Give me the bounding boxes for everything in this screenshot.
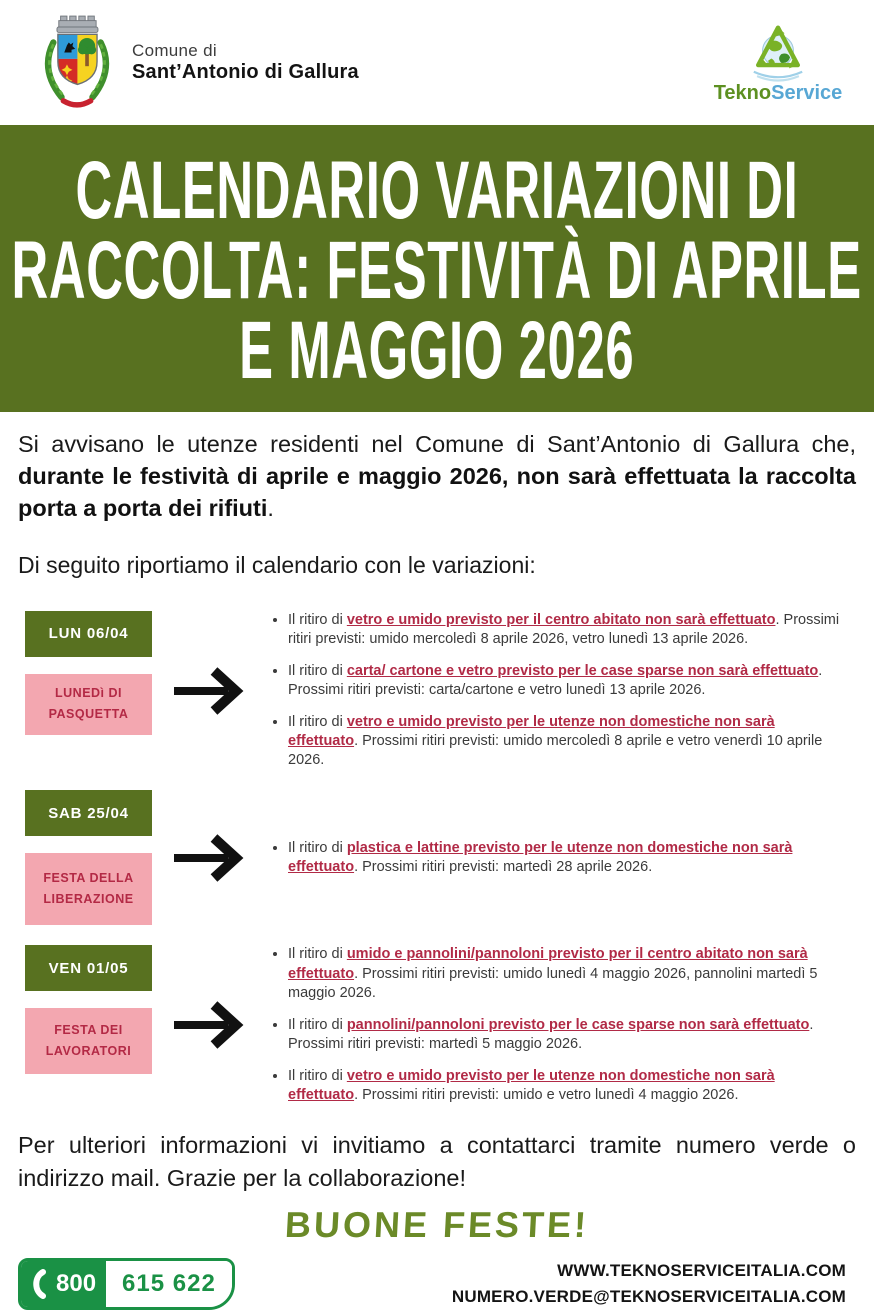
coat-of-arms-icon <box>36 14 118 112</box>
badge-column <box>25 790 152 925</box>
page-title-line2: RACCOLTA: FESTIVITÀ DI APRILE <box>11 224 863 316</box>
tekno-word: Tekno <box>713 81 772 104</box>
bullet-prefix: Il ritiro di <box>288 611 347 628</box>
intro-text-bold: durante le festività di aprile e maggio 2026, non sarà effettuata la raccolta porta a porta dei rifiuti <box>18 463 856 522</box>
arrow-right-icon <box>172 832 250 884</box>
bullet-rest: . Prossimi ritiri previsti: martedì 5 maggio 2026. <box>288 1016 814 1052</box>
badge-column <box>25 945 152 1105</box>
bullet-highlight: vetro e umido previsto per le utenze non domestiche non sarà effettuato <box>288 714 775 750</box>
phone-badge-right <box>106 1261 232 1307</box>
bullet-highlight: vetro e umido previsto per le utenze non domestiche non sarà effettuato <box>288 1068 775 1104</box>
holiday-line1: FESTA DELLA <box>43 871 134 886</box>
intro-text-period: . <box>267 495 274 522</box>
bullet-highlight: pannolini/pannoloni previsto per le case sparse non sarà effettuato <box>346 1016 810 1033</box>
phone-handset-icon <box>29 1269 51 1299</box>
bullet-prefix: Il ritiro di <box>288 714 347 731</box>
bullet-highlight: plastica e lattine previsto per le utenze non domestiche non sarà effettuato <box>288 839 793 875</box>
footer-contacts <box>452 1258 846 1309</box>
holiday-badge <box>25 1008 152 1074</box>
holiday-badge <box>25 674 152 735</box>
arrow-right-icon <box>172 999 250 1051</box>
holiday-line2: LIBERAZIONE <box>43 892 134 907</box>
holiday-badge <box>25 853 152 925</box>
footer <box>0 1258 874 1310</box>
service-word: Service <box>771 81 843 104</box>
municipality-prefix: Comune di <box>132 41 217 60</box>
bullet-item <box>288 611 848 649</box>
bullet-rest: . Prossimi ritiri previsti: umido mercoledì 8 aprile e vetro venerdì 10 aprile 2026. <box>288 733 823 769</box>
intro-text-normal: Si avvisano le utenze residenti nel Comune di Sant’Antonio di Gallura che, <box>18 431 856 457</box>
arrow-column <box>152 945 270 1105</box>
date-badge: LUN 06/04 <box>25 611 152 657</box>
teknoservice-logo <box>708 23 848 103</box>
teknoservice-globe-icon <box>745 23 811 83</box>
section-sab-25-04 <box>0 790 874 925</box>
bullet-prefix: Il ritiro di <box>288 1016 347 1033</box>
bullet-rest: . Prossimi ritiri previsti: martedì 28 aprile 2026. <box>354 858 653 875</box>
municipality-branding <box>36 14 359 112</box>
bullet-rest: . Prossimi ritiri previsti: carta/cartone e vetro lunedì 13 aprile 2026. <box>288 662 823 698</box>
page-title-line1: CALENDARIO VARIAZIONI DI <box>75 144 799 236</box>
bullet-highlight: vetro e umido previsto per il centro abitato non sarà effettuato <box>346 611 776 628</box>
section-ven-01-05 <box>0 945 874 1105</box>
header <box>0 0 874 125</box>
page-title-line3: E MAGGIO 2026 <box>239 304 635 396</box>
intro-paragraph <box>0 412 874 525</box>
bullet-list <box>270 945 848 1105</box>
date-badge: VEN 01/05 <box>25 945 152 991</box>
badge-column <box>25 611 152 771</box>
bullet-item <box>288 839 848 877</box>
section-lun-06-04 <box>0 611 874 771</box>
bullet-item <box>288 1067 848 1105</box>
arrow-column <box>152 611 270 771</box>
bullet-prefix: Il ritiro di <box>288 1068 347 1085</box>
holiday-line2: LAVORATORI <box>45 1044 132 1059</box>
bullet-highlight: carta/ cartone e vetro previsto per le case sparse non sarà effettuato <box>346 662 819 679</box>
holiday-line1: LUNEDì DI <box>55 685 122 700</box>
title-banner <box>0 125 874 412</box>
bullet-prefix: Il ritiro di <box>288 946 347 963</box>
bullet-item <box>288 662 848 700</box>
bullet-rest: . Prossimi ritiri previsti: umido mercoledì 8 aprile 2026, vetro lunedì 13 aprile 2026. <box>288 611 840 647</box>
phone-badge-left <box>21 1261 106 1307</box>
bullet-item <box>288 945 848 1002</box>
phone-prefix: 800 <box>56 1269 97 1297</box>
teknoservice-wordmark <box>714 83 843 103</box>
greeting-text: BUONE FESTE! <box>283 1203 591 1245</box>
holiday-line2: PASQUETTA <box>48 707 129 722</box>
bullet-highlight: umido e pannolini/pannoloni previsto per il centro abitato non sarà effettuato <box>288 946 808 982</box>
bullet-list <box>270 611 848 771</box>
toll-free-number-badge <box>18 1258 235 1310</box>
footer-email: NUMERO.VERDE@TEKNOSERVICEITALIA.COM <box>451 1286 846 1306</box>
bullet-rest: . Prossimi ritiri previsti: umido e vetro lunedì 4 maggio 2026. <box>354 1087 739 1104</box>
arrow-column <box>152 790 270 925</box>
bullet-rest: . Prossimi ritiri previsti: umido lunedì 4 maggio 2026, pannolini martedì 5 maggio 2026. <box>288 965 818 1001</box>
bullet-prefix: Il ritiro di <box>288 839 347 856</box>
bullet-prefix: Il ritiro di <box>288 662 347 679</box>
arrow-right-icon <box>172 665 250 717</box>
calendar-sections <box>0 611 874 1106</box>
calendar-subtitle: Di seguito riportiamo il calendario con le variazioni: <box>18 551 536 578</box>
bullet-column <box>270 945 874 1105</box>
date-badge: SAB 25/04 <box>25 790 152 836</box>
municipality-name: Sant’Antonio di Gallura <box>132 61 359 83</box>
bullet-list <box>270 839 848 877</box>
footer-website: WWW.TEKNOSERVICEITALIA.COM <box>557 1261 846 1281</box>
bullet-item <box>288 713 848 770</box>
outro-paragraph: Per ulteriori informazioni vi invitiamo a contattarci tramite numero verde o indirizzo mail. Grazie per la collaborazione! <box>18 1132 856 1191</box>
bullet-column <box>270 611 874 771</box>
bullet-column <box>270 790 874 925</box>
bullet-item <box>288 1016 848 1054</box>
holiday-line1: FESTA DEI <box>54 1023 123 1038</box>
phone-number: 615 622 <box>122 1269 216 1297</box>
